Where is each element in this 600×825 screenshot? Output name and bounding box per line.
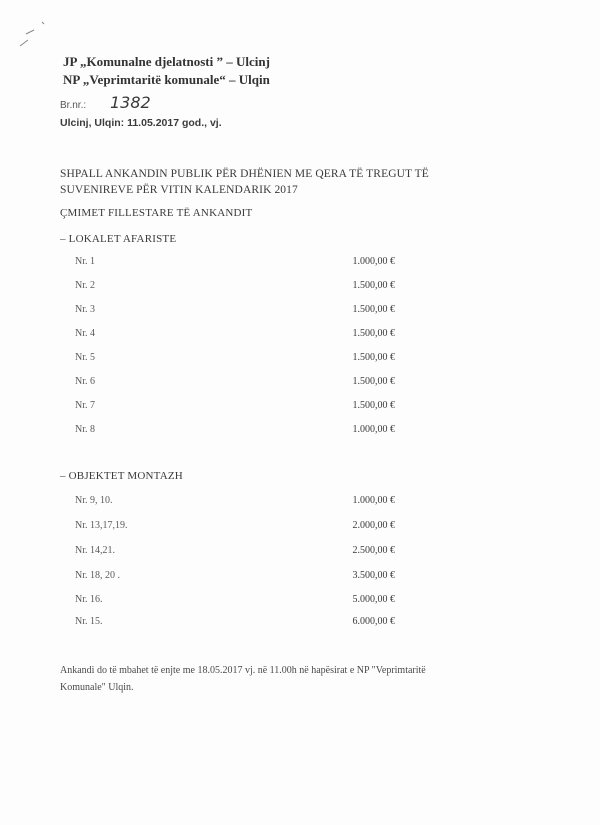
list-item-label: Nr. 7 [75, 400, 95, 411]
registry-number-label: Br.nr.: [60, 100, 87, 111]
pen-mark-icon [18, 20, 58, 50]
list-item-label: Nr. 6 [75, 376, 95, 387]
section-heading: ÇMIMET FILLESTARE TË ANKANDIT [60, 207, 253, 219]
list-item-price: 1.500,00 € [352, 400, 395, 411]
organization-name-albanian: NP „Veprimtaritë komunale“ – Ulqin [63, 72, 270, 87]
list-item-price: 2.500,00 € [352, 545, 395, 556]
list-item-price: 5.000,00 € [352, 594, 395, 605]
list-item-label: Nr. 5 [75, 352, 95, 363]
list-item-label: Nr. 18, 20 . [75, 570, 120, 581]
notice-line-2: Komunale" Ulqin. [60, 682, 134, 693]
document-title [60, 166, 480, 198]
list-item-price: 3.500,00 € [352, 570, 395, 581]
list-item-price: 1.000,00 € [352, 495, 395, 506]
title-line-2: SUVENIREVE PËR VITIN KALENDARIK 2017 [60, 184, 298, 196]
list-item-price: 1.000,00 € [352, 424, 395, 435]
list-item-price: 1.500,00 € [352, 304, 395, 315]
list-item-price: 1.500,00 € [352, 280, 395, 291]
auction-notice-paragraph [60, 662, 520, 696]
list-item-label: Nr. 16. [75, 594, 103, 605]
notice-line-1: Ankandi do të mbahet të enjte me 18.05.2017 vj. në 11.00h në hapësirat e NP "Veprimtaritë [60, 665, 426, 676]
list-item-label: Nr. 9, 10. [75, 495, 113, 506]
list-item-price: 6.000,00 € [352, 616, 395, 627]
list-item-label: Nr. 14,21. [75, 545, 115, 556]
list-item-price: 2.000,00 € [352, 520, 395, 531]
list-item-label: Nr. 3 [75, 304, 95, 315]
organization-name-montenegrin: JP „Komunalne djelatnosti ” – Ulcinj [63, 54, 270, 69]
list-item-label: Nr. 4 [75, 328, 95, 339]
objektet-heading: – OBJEKTET MONTAZH [60, 470, 183, 482]
registry-number-handwritten: 1382 [110, 93, 151, 112]
list-item-label: Nr. 8 [75, 424, 95, 435]
list-item-price: 1.500,00 € [352, 328, 395, 339]
list-item-price: 1.500,00 € [352, 376, 395, 387]
list-item-label: Nr. 15. [75, 616, 103, 627]
place-and-date: Ulcinj, Ulqin: 11.05.2017 god., vj. [60, 117, 222, 129]
lokalet-heading: – LOKALET AFARISTE [60, 233, 177, 245]
list-item-label: Nr. 2 [75, 280, 95, 291]
list-item-price: 1.000,00 € [352, 256, 395, 267]
list-item-label: Nr. 1 [75, 256, 95, 267]
list-item-price: 1.500,00 € [352, 352, 395, 363]
title-line-1: SHPALL ANKANDIN PUBLIK PËR DHËNIEN ME QERA TË TREGUT TË [60, 168, 429, 180]
list-item-label: Nr. 13,17,19. [75, 520, 128, 531]
